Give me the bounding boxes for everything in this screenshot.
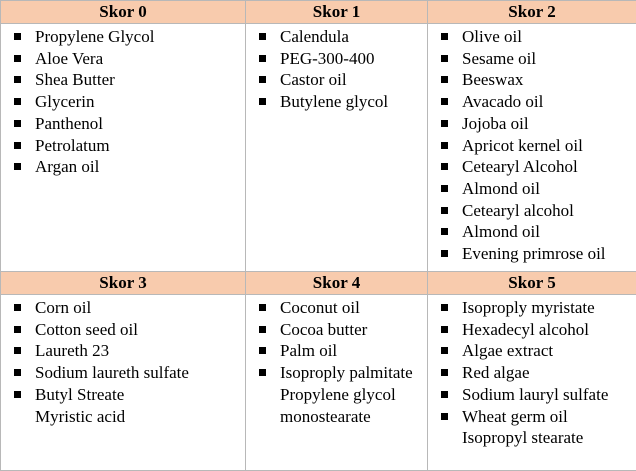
ingredient-name: Aloe Vera: [35, 48, 104, 68]
ingredient-name-continued: Propylene glycol monostearate: [280, 384, 396, 426]
ingredient-item: [1, 384, 245, 427]
skor-3-list: [1, 295, 245, 427]
ingredient-name: Isoproply myristate: [462, 298, 595, 317]
ingredient-item: [428, 243, 636, 265]
ingredient-item: [428, 297, 636, 319]
ingredient-name: Cetearyl alcohol: [462, 200, 574, 220]
ingredient-item: [246, 69, 427, 91]
ingredient-name: Sodium laureth sulfate: [35, 363, 189, 383]
ingredient-item: [1, 69, 245, 91]
ingredient-item: [428, 178, 636, 200]
ingredient-name: Cotton seed oil: [35, 319, 138, 339]
ingredient-item: [428, 221, 636, 243]
ingredient-item: [1, 340, 245, 362]
ingredient-item: [428, 48, 636, 70]
ingredient-name: Panthenol: [35, 113, 103, 133]
skor-2-cell: [428, 24, 636, 272]
ingredient-name: Palm oil: [280, 341, 338, 361]
ingredient-name: Glycerin: [35, 92, 95, 112]
skor-1-list: [246, 24, 427, 113]
ingredient-name-continued: Isopropyl stearate: [462, 428, 584, 448]
ingredient-name: Butylene glycol: [280, 92, 389, 112]
ingredient-item: [1, 91, 245, 113]
ingredient-name: Jojoba oil: [462, 113, 529, 133]
skor-2-header: Skor 2: [428, 1, 636, 24]
skor-5-list: [428, 295, 636, 449]
ingredient-name: Laureth 23: [35, 341, 110, 361]
ingredient-item: [1, 319, 245, 341]
skor-5-header: Skor 5: [428, 272, 636, 295]
ingredient-item: [246, 26, 427, 48]
skor-0-list: [1, 24, 245, 178]
ingredient-item: [246, 91, 427, 113]
ingredient-name: Beeswax: [462, 70, 524, 90]
ingredient-name: Butyl Streate: [35, 384, 125, 404]
skor-4-list: [246, 295, 427, 427]
ingredient-item: [246, 48, 427, 70]
skor-0-cell: [1, 24, 246, 272]
ingredient-name: Wheat germ oil: [462, 406, 568, 426]
skor-3-header: Skor 3: [1, 272, 246, 295]
ingredient-item: [428, 406, 636, 449]
ingredient-name: Propylene Glycol: [35, 27, 155, 46]
ingredient-name: Evening primrose oil: [462, 244, 606, 264]
skor-1-cell: [246, 24, 428, 272]
ingredient-name: Sesame oil: [462, 48, 537, 68]
ingredient-item: [428, 156, 636, 178]
ingredient-item: [428, 113, 636, 135]
ingredient-name: Sodium lauryl sulfate: [462, 384, 609, 404]
ingredient-item: [1, 26, 245, 48]
skor-1-header: Skor 1: [246, 1, 428, 24]
ingredient-name: PEG-300-400: [280, 48, 375, 68]
ingredient-name: Calendula: [280, 27, 349, 46]
skor-0-header: Skor 0: [1, 1, 246, 24]
ingredient-item: [428, 135, 636, 157]
ingredient-item: [1, 48, 245, 70]
ingredient-name: Apricot kernel oil: [462, 135, 583, 155]
skor-2-list: [428, 24, 636, 265]
skor-4-header: Skor 4: [246, 272, 428, 295]
ingredient-name: Cocoa butter: [280, 319, 368, 339]
ingredient-item: [246, 362, 427, 427]
ingredient-name: Cetearyl Alcohol: [462, 157, 578, 177]
skor-5-cell: [428, 295, 636, 471]
ingredient-name: Shea Butter: [35, 70, 115, 90]
ingredient-item: [428, 91, 636, 113]
ingredient-item: [1, 113, 245, 135]
ingredient-name: Avacado oil: [462, 92, 544, 112]
ingredient-name: Corn oil: [35, 298, 92, 317]
ingredient-item: [246, 319, 427, 341]
ingredient-item: [428, 319, 636, 341]
ingredient-name: Almond oil: [462, 178, 540, 198]
ingredient-name: Argan oil: [35, 157, 100, 177]
ingredient-item: [428, 384, 636, 406]
ingredient-name-continued: Myristic acid: [35, 406, 126, 426]
ingredient-item: [1, 156, 245, 178]
ingredient-name: Olive oil: [462, 27, 522, 46]
skor-4-cell: [246, 295, 428, 471]
ingredient-name: Petrolatum: [35, 135, 110, 155]
ingredient-item: [428, 26, 636, 48]
ingredient-item: [428, 362, 636, 384]
ingredient-name: Castor oil: [280, 70, 347, 90]
ingredient-name: Almond oil: [462, 222, 540, 242]
ingredient-item: [428, 200, 636, 222]
skor-3-cell: [1, 295, 246, 471]
ingredient-item: [428, 69, 636, 91]
ingredient-item: [246, 297, 427, 319]
ingredient-name: Hexadecyl alcohol: [462, 319, 589, 339]
ingredient-name: Red algae: [462, 363, 530, 383]
ingredient-item: [1, 135, 245, 157]
ingredient-item: [246, 340, 427, 362]
ingredient-item: [1, 362, 245, 384]
ingredient-item: [428, 340, 636, 362]
ingredient-name: Algae extract: [462, 341, 554, 361]
ingredient-item: [1, 297, 245, 319]
ingredient-name: Isoproply palmitate: [280, 363, 413, 383]
ingredient-name: Coconut oil: [280, 298, 360, 317]
